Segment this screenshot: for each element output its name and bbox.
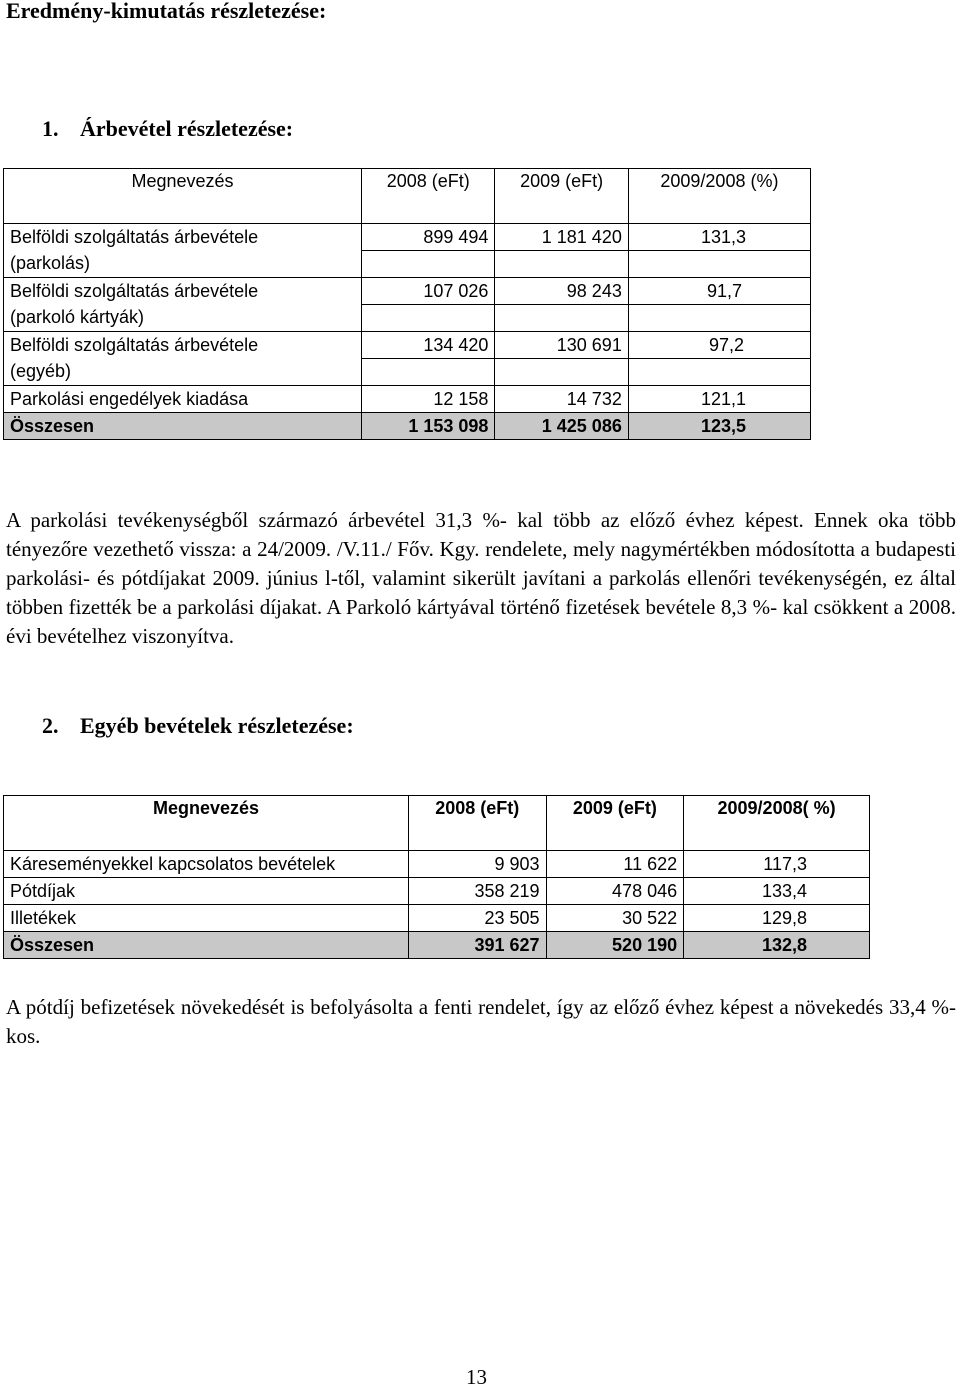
section-title: Árbevétel részletezése: (80, 116, 294, 141)
total-2008: 391 627 (409, 932, 547, 959)
total-pct: 132,8 (684, 932, 870, 959)
table-total-row (4, 932, 870, 959)
header-pct: 2009/2008( %) (684, 796, 870, 851)
total-name: Összesen (4, 413, 362, 440)
row-pct: 97,2 (628, 332, 810, 359)
table-row (4, 878, 870, 905)
header-name: Megnevezés (4, 169, 362, 224)
row-name: Káreseményekkel kapcsolatos bevételek (4, 851, 409, 878)
row-name-cont: (egyéb) (4, 359, 362, 386)
header-2009: 2009 (eFt) (495, 169, 628, 224)
table-row-continuation (4, 251, 811, 278)
row-name: Belföldi szolgáltatás árbevétele (4, 332, 362, 359)
row-2009: 14 732 (495, 386, 628, 413)
row-pct: 129,8 (684, 905, 870, 932)
row-pct: 117,3 (684, 851, 870, 878)
row-pct: 91,7 (628, 278, 810, 305)
row-2008: 9 903 (409, 851, 547, 878)
row-2009: 1 181 420 (495, 224, 628, 251)
total-name: Összesen (4, 932, 409, 959)
header-2008: 2008 (eFt) (409, 796, 547, 851)
section-number: 2. (42, 713, 59, 738)
row-name-cont: (parkoló kártyák) (4, 305, 362, 332)
table-row (4, 851, 870, 878)
row-name: Illetékek (4, 905, 409, 932)
table-row (4, 224, 811, 251)
table-header-row (4, 169, 811, 224)
header-2008: 2008 (eFt) (362, 169, 495, 224)
row-pct: 131,3 (628, 224, 810, 251)
penalty-fee-paragraph: A pótdíj befizetések növekedését is befolyásolta a fenti rendelet, így az előző évhez képest a növekedés 33,4 %- kos. (6, 995, 956, 1048)
table-row-continuation (4, 359, 811, 386)
table-row (4, 278, 811, 305)
table-row (4, 905, 870, 932)
total-2009: 1 425 086 (495, 413, 628, 440)
row-2008: 899 494 (362, 224, 495, 251)
row-pct: 121,1 (628, 386, 810, 413)
other-income-table (3, 795, 870, 959)
section-title: Egyéb bevételek részletezése: (80, 713, 354, 738)
table-total-row (4, 413, 811, 440)
section-heading-revenue (42, 116, 293, 142)
document-title: Eredmény-kimutatás részletezése: (6, 0, 327, 23)
row-2008: 107 026 (362, 278, 495, 305)
row-2008: 134 420 (362, 332, 495, 359)
row-2009: 478 046 (546, 878, 684, 905)
header-name: Megnevezés (4, 796, 409, 851)
header-2009: 2009 (eFt) (546, 796, 684, 851)
row-pct: 133,4 (684, 878, 870, 905)
header-pct: 2009/2008 (%) (628, 169, 810, 224)
section-number: 1. (42, 116, 59, 141)
table-row (4, 386, 811, 413)
page-number: 13 (466, 1365, 487, 1389)
table-header-row (4, 796, 870, 851)
revenue-table (3, 168, 811, 440)
revenue-explanation-paragraph: A parkolási tevékenységből származó árbevétel 31,3 %- kal több az előző évhez képest. Ennek oka több tényezőre vezethető vissza: a 24/2009. /V.11./ Főv. Kgy. rendelete, mely nagymértékben módosította a budapesti parkolási- és pótdíjakat 2009. június l-től, valamint sikerült javítani a parkolás ellenőri tevékenységén, ez által többen fizették be a parkolási díjakat. A Parkoló kártyával történő fizetések bevétele 8,3 %- kal csökkent a 2008. évi bevételhez viszonyítva. (6, 508, 956, 648)
row-2008: 23 505 (409, 905, 547, 932)
total-2008: 1 153 098 (362, 413, 495, 440)
section-heading-other-income (42, 713, 354, 739)
row-name: Parkolási engedélyek kiadása (4, 386, 362, 413)
row-2009: 130 691 (495, 332, 628, 359)
table-row (4, 332, 811, 359)
row-2009: 30 522 (546, 905, 684, 932)
table-row-continuation (4, 305, 811, 332)
row-name: Belföldi szolgáltatás árbevétele (4, 278, 362, 305)
row-2008: 12 158 (362, 386, 495, 413)
row-2008: 358 219 (409, 878, 547, 905)
row-2009: 98 243 (495, 278, 628, 305)
row-name: Pótdíjak (4, 878, 409, 905)
row-name: Belföldi szolgáltatás árbevétele (4, 224, 362, 251)
row-name-cont: (parkolás) (4, 251, 362, 278)
row-2009: 11 622 (546, 851, 684, 878)
total-pct: 123,5 (628, 413, 810, 440)
total-2009: 520 190 (546, 932, 684, 959)
